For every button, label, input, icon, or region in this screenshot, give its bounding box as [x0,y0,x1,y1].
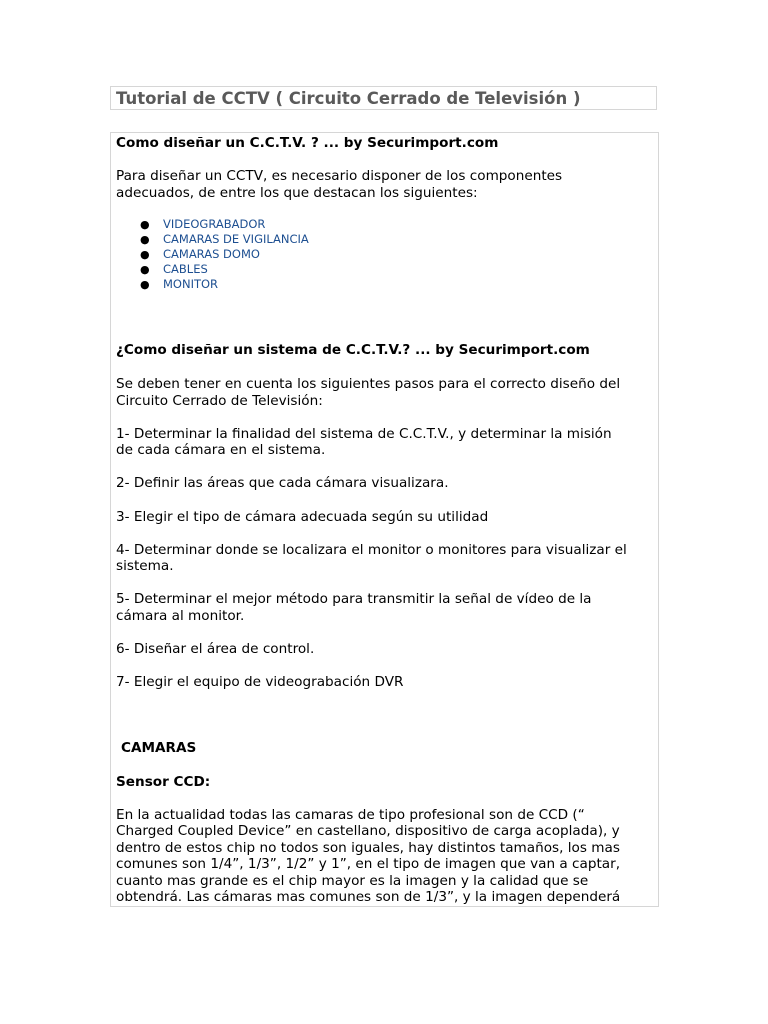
document-title-box [110,86,657,110]
component-item[interactable]: ● MONITOR [140,277,219,291]
step-4-line-1: 4- Determinar donde se localizara el monitor o monitores para visualizar el [116,541,627,558]
component-item[interactable]: ● CAMARAS DE VIGILANCIA [140,232,309,246]
ccd-body-line-5: cuanto mas grande es el chip mayor es la imagen y la calidad que se [116,872,589,889]
step-2: 2- Definir las áreas que cada cámara visualizara. [116,475,449,491]
step-1-line-2: de cada cámara en el sistema. [116,442,326,458]
component-item[interactable]: ● CABLES [140,262,208,276]
component-item[interactable]: ● CAMARAS DOMO [140,247,260,261]
bullet-icon: ● [140,218,150,231]
section3-heading: CAMARAS [121,740,197,756]
step-6: 6- Diseñar el área de control. [116,640,315,657]
bullet-icon: ● [140,248,150,261]
component-list [116,217,309,292]
ccd-body-line-4: comunes son 1/4”, 1/3”, 1/2” y 1”, en el tipo de imagen que van a captar, [116,856,621,872]
bullet-icon: ● [140,278,150,291]
ccd-body-line-2: Charged Coupled Device” en castellano, dispositivo de carga acoplada), y [116,823,620,839]
ccd-body-line-1: En la actualidad todas las camaras de tipo profesional son de CCD (“ [116,806,585,823]
step-5-line-1: 5- Determinar el mejor método para transmitir la señal de vídeo de la [116,591,592,607]
bullet-icon: ● [140,233,150,246]
section2-intro-line-2: Circuito Cerrado de Televisión: [116,392,323,409]
section1-intro-line-1: Para diseñar un CCTV, es necesario disponer de los componentes [116,168,563,184]
step-4-line-2: sistema. [116,558,174,574]
section1-heading: Como diseñar un C.C.T.V. ? ... by Securimport.com [116,135,499,151]
section2-intro-line-1: Se deben tener en cuenta los siguientes pasos para el correcto diseño del [116,376,621,392]
step-3: 3- Elegir el tipo de cámara adecuada según su utilidad [116,508,489,525]
bullet-icon: ● [140,263,150,276]
step-1-line-1: 1- Determinar la finalidad del sistema de C.C.T.V., y determinar la misión [116,425,612,442]
document-title: Tutorial de CCTV ( Circuito Cerrado de Televisión ) [116,89,581,108]
section3-subheading: Sensor CCD: [116,773,211,790]
ccd-body-line-6: obtendrá. Las cámaras mas comunes son de 1/3”, y la imagen dependerá [116,889,621,905]
section2-heading: ¿Como diseñar un sistema de C.C.T.V.? ... by Securimport.com [116,342,590,358]
step-5-line-2: cámara al monitor. [116,607,245,624]
ccd-body-line-3: dentro de estos chip no todos son iguales, hay distintos tamaños, los mas [116,839,620,856]
component-item[interactable]: ● VIDEOGRABADOR [140,217,266,231]
content-box [110,132,659,907]
step-7: 7- Elegir el equipo de videograbación DVR [116,674,404,690]
section1-intro-line-2: adecuados, de entre los que destacan los siguientes: [116,184,478,201]
